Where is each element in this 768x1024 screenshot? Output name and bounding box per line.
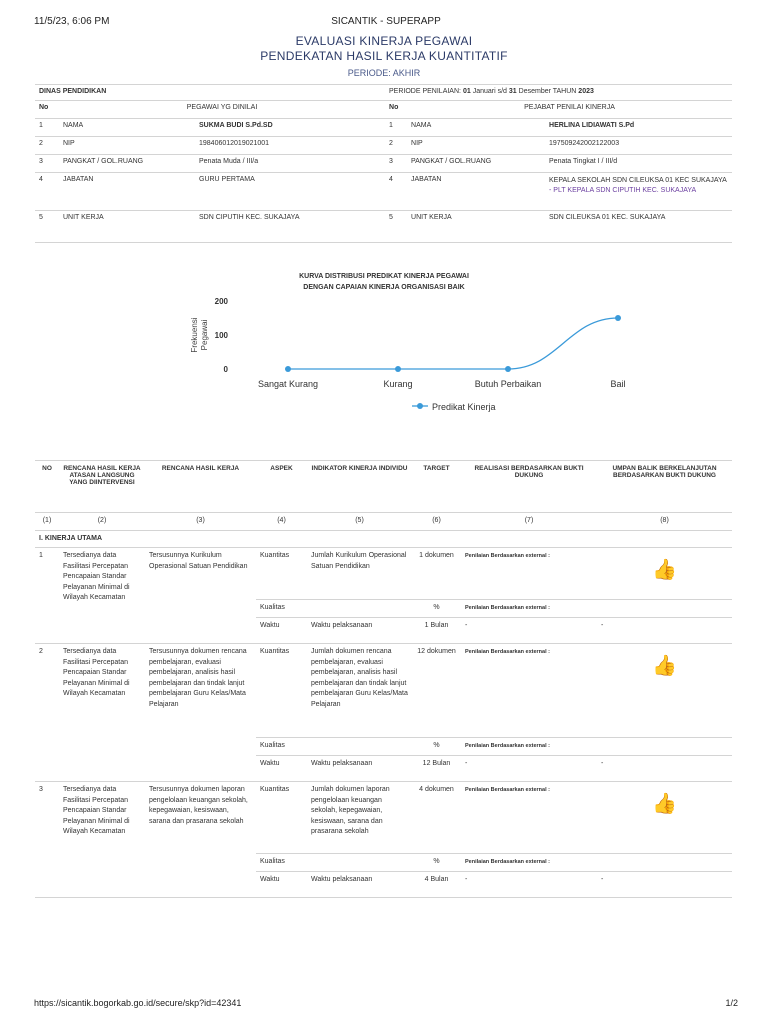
row-no: 5 bbox=[385, 211, 407, 231]
row-no: 2 bbox=[385, 137, 407, 155]
indikator-waktu: Waktu pelaksanaan bbox=[307, 756, 412, 782]
rhk: Tersusunnya Kurikulum Operasional Satuan Pendidikan bbox=[145, 548, 256, 644]
indikator-kualitas bbox=[307, 738, 412, 756]
realisasi-waktu: - bbox=[461, 872, 597, 898]
row-label: JABATAN bbox=[59, 173, 195, 211]
indikator-kualitas bbox=[307, 854, 412, 872]
skp-col-number-row bbox=[35, 513, 732, 531]
indikator-kuantitas: Jumlah Kurikulum Operasional Satuan Pendidikan bbox=[307, 548, 412, 600]
chart-x-ticks bbox=[258, 379, 626, 389]
umpan-balik-kualitas bbox=[597, 854, 732, 872]
chart-ylabel-line2: Pegawai bbox=[200, 319, 209, 351]
thumbs-up-icon[interactable]: 👍 bbox=[652, 559, 677, 581]
rhk-atasan: Tersedianya data Fasilitasi Percepatan Pencapaian Standar Pelayanan Minimal di Wilayah Kecamatan bbox=[59, 782, 145, 898]
umpan-balik-waktu: - bbox=[597, 756, 732, 782]
target-waktu: 1 Bulan bbox=[412, 618, 461, 644]
print-footer bbox=[34, 998, 738, 1010]
skp-row-kuantitas bbox=[35, 644, 732, 738]
info-row bbox=[35, 155, 732, 173]
item-no: 1 bbox=[35, 548, 59, 644]
info-row bbox=[35, 173, 732, 211]
skp-row-kuantitas bbox=[35, 782, 732, 854]
row-no: 1 bbox=[35, 119, 59, 137]
skp-col-realisasi: REALISASI BERDASARKAN BUKTI DUKUNG bbox=[461, 461, 597, 513]
rhk-atasan: Tersedianya data Fasilitasi Percepatan Pencapaian Standar Pelayanan Minimal di Wilayah Kecamatan bbox=[59, 548, 145, 644]
row-no: 4 bbox=[385, 173, 407, 211]
rhk-atasan: Tersedianya data Fasilitasi Percepatan Pencapaian Standar Pelayanan Minimal di Wilayah Kecamatan bbox=[59, 644, 145, 782]
chart-x-tick-label: Bail bbox=[610, 379, 626, 389]
chart-title-line2: DENGAN CAPAIAN KINERJA ORGANISASI BAIK bbox=[303, 284, 465, 291]
row-label: JABATAN bbox=[407, 173, 545, 211]
umpan-balik bbox=[597, 644, 732, 738]
umpan-balik-waktu: - bbox=[597, 618, 732, 644]
print-datetime: 11/5/23, 6:06 PM bbox=[34, 16, 110, 27]
chart-y-tick-label: 200 bbox=[214, 297, 228, 306]
col-number: (4) bbox=[256, 513, 307, 531]
skp-col-rhk-atasan: RENCANA HASIL KERJA ATASAN LANGSUNG YANG DIINTERVENSI bbox=[59, 461, 145, 513]
realisasi-kuantitas: Penilaian Berdasarkan external : bbox=[461, 548, 597, 600]
chart-y-tick-label: 100 bbox=[214, 331, 228, 340]
indikator-waktu: Waktu pelaksanaan bbox=[307, 618, 412, 644]
row-no: 5 bbox=[35, 211, 59, 231]
pejabat-jabatan: KEPALA SEKOLAH SDN CILEUKSA 01 KEC SUKAJAYA - PLT KEPALA SDN CIPUTIH KEC. SUKAJAYA bbox=[545, 173, 732, 211]
info-header-row bbox=[35, 85, 732, 101]
skp-col-aspek: ASPEK bbox=[256, 461, 307, 513]
chart-series-line bbox=[288, 318, 618, 369]
info-row bbox=[35, 137, 732, 155]
aspek-waktu: Waktu bbox=[256, 756, 307, 782]
document-periode: PERIODE: AKHIR bbox=[347, 68, 421, 78]
skp-row-kuantitas bbox=[35, 548, 732, 600]
item-no: 2 bbox=[35, 644, 59, 782]
realisasi-waktu: - bbox=[461, 618, 597, 644]
employee-info-table bbox=[35, 84, 732, 231]
target-kuantitas: 4 dokumen bbox=[412, 782, 461, 854]
pejabat-pangkat: Penata Tingkat I / III/d bbox=[545, 155, 732, 173]
pejabat-jabatan-plt: - PLT KEPALA SDN CIPUTIH KEC. SUKAJAYA bbox=[549, 187, 697, 194]
target-kuantitas: 12 dokumen bbox=[412, 644, 461, 738]
pegawai-jabatan: GURU PERTAMA bbox=[195, 173, 385, 211]
indikator-kualitas bbox=[307, 600, 412, 618]
col-number: (6) bbox=[412, 513, 461, 531]
pejabat-nip: 197509242002122003 bbox=[545, 137, 732, 155]
row-no: 3 bbox=[385, 155, 407, 173]
row-label: PANGKAT / GOL.RUANG bbox=[407, 155, 545, 173]
distribution-chart bbox=[35, 242, 732, 459]
pejabat-nama: HERLINA LIDIAWATI S.Pd bbox=[545, 119, 732, 137]
realisasi-kualitas: Penilaian Berdasarkan external : bbox=[461, 600, 597, 618]
col-number: (1) bbox=[35, 513, 59, 531]
chart-points bbox=[285, 315, 621, 372]
col-no: No bbox=[35, 101, 59, 119]
pejabat-unit-kerja: SDN CILEUKSA 01 KEC. SUKAJAYA bbox=[545, 211, 732, 231]
umpan-balik bbox=[597, 782, 732, 854]
skp-header-row bbox=[35, 461, 732, 513]
item-no: 3 bbox=[35, 782, 59, 898]
row-no: 1 bbox=[385, 119, 407, 137]
umpan-balik bbox=[597, 548, 732, 600]
row-no: 2 bbox=[35, 137, 59, 155]
chart-point[interactable] bbox=[615, 315, 621, 321]
skp-col-target: TARGET bbox=[412, 461, 461, 513]
row-label: PANGKAT / GOL.RUANG bbox=[59, 155, 195, 173]
indikator-kuantitas: Jumlah dokumen rencana pembelajaran, evaluasi pembelajaran, analisis hasil pembelajaran dan tindak lanjut pembelajaran Guru Kelas/Mata Pelajaran bbox=[307, 644, 412, 738]
info-row bbox=[35, 119, 732, 137]
row-label: NAMA bbox=[407, 119, 545, 137]
skp-col-no: NO bbox=[35, 461, 59, 513]
instansi-name: DINAS PENDIDIKAN bbox=[35, 85, 385, 101]
rhk: Tersusunnya dokumen rencana pembelajaran, evaluasi pembelajaran, analisis hasil pembelajaran dan tindak lanjut pembelajaran Guru Kelas/Mata Pelajaran bbox=[145, 644, 256, 782]
print-page-number: 1/2 bbox=[725, 998, 738, 1008]
section-title: I. KINERJA UTAMA bbox=[35, 530, 732, 548]
row-label: NIP bbox=[59, 137, 195, 155]
col-pejabat: PEJABAT PENILAI KINERJA bbox=[407, 101, 732, 119]
info-column-header-row bbox=[35, 101, 732, 119]
target-waktu: 12 Bulan bbox=[412, 756, 461, 782]
col-pegawai: PEGAWAI YG DINILAI bbox=[59, 101, 385, 119]
aspek-kualitas: Kualitas bbox=[256, 738, 307, 756]
row-label: UNIT KERJA bbox=[59, 211, 195, 231]
document-title-line1: EVALUASI KINERJA PEGAWAI bbox=[295, 34, 473, 48]
pegawai-unit-kerja: SDN CIPUTIH KEC. SUKAJAYA bbox=[195, 211, 385, 231]
skp-col-rhk: RENCANA HASIL KERJA bbox=[145, 461, 256, 513]
row-label: NIP bbox=[407, 137, 545, 155]
row-no: 3 bbox=[35, 155, 59, 173]
chart-point[interactable] bbox=[285, 366, 291, 372]
rhk: Tersusunnya dokumen laporan pengelolaan keuangan sekolah, kepegawaian, kesiswaan, sarana dan prasarana sekolah bbox=[145, 782, 256, 898]
legend-label: Predikat Kinerja bbox=[432, 402, 496, 412]
umpan-balik-kualitas bbox=[597, 738, 732, 756]
legend-marker bbox=[417, 403, 423, 409]
realisasi-kuantitas: Penilaian Berdasarkan external : bbox=[461, 782, 597, 854]
chart-point[interactable] bbox=[505, 366, 511, 372]
skp-col-umpan-balik: UMPAN BALIK BERKELANJUTAN BERDASARKAN BUKTI DUKUNG bbox=[597, 461, 732, 513]
chart-y-tick-label: 0 bbox=[223, 365, 228, 374]
pegawai-pangkat: Penata Muda / III/a bbox=[195, 155, 385, 173]
row-label: UNIT KERJA bbox=[407, 211, 545, 231]
aspek-kualitas: Kualitas bbox=[256, 854, 307, 872]
chart-title-line1: KURVA DISTRIBUSI PREDIKAT KINERJA PEGAWAI bbox=[299, 273, 469, 280]
chart-point[interactable] bbox=[395, 366, 401, 372]
chart-y-ticks bbox=[215, 297, 229, 374]
realisasi-kualitas: Penilaian Berdasarkan external : bbox=[461, 738, 597, 756]
realisasi-waktu: - bbox=[461, 756, 597, 782]
print-url[interactable]: https://sicantik.bogorkab.go.id/secure/skp?id=42341 bbox=[34, 998, 242, 1008]
target-kualitas: % bbox=[412, 854, 461, 872]
chart-legend[interactable] bbox=[412, 402, 496, 412]
realisasi-kualitas: Penilaian Berdasarkan external : bbox=[461, 854, 597, 872]
target-kualitas: % bbox=[412, 738, 461, 756]
distribution-chart-svg bbox=[35, 243, 732, 459]
target-kualitas: % bbox=[412, 600, 461, 618]
aspek-kuantitas: Kuantitas bbox=[256, 782, 307, 854]
chart-ylabel-line1: Frekuensi bbox=[190, 317, 199, 353]
info-row bbox=[35, 211, 732, 231]
col-number: (5) bbox=[307, 513, 412, 531]
skp-table bbox=[35, 460, 732, 898]
target-waktu: 4 Bulan bbox=[412, 872, 461, 898]
col-number: (7) bbox=[461, 513, 597, 531]
row-no: 4 bbox=[35, 173, 59, 211]
umpan-balik-kualitas bbox=[597, 600, 732, 618]
col-number: (3) bbox=[145, 513, 256, 531]
periode-penilaian: PERIODE PENILAIAN: 01 Januari s/d 31 Desember TAHUN 2023 bbox=[385, 85, 732, 101]
chart-x-tick-label: Kurang bbox=[383, 379, 413, 389]
aspek-kuantitas: Kuantitas bbox=[256, 644, 307, 738]
aspek-waktu: Waktu bbox=[256, 618, 307, 644]
print-site-title: SICANTIK - SUPERAPP bbox=[331, 16, 441, 27]
section-row bbox=[35, 530, 732, 548]
pegawai-nama: SUKMA BUDI S.Pd.SD bbox=[195, 119, 385, 137]
thumbs-up-icon[interactable]: 👍 bbox=[652, 655, 677, 677]
indikator-kuantitas: Jumlah dokumen laporan pengelolaan keuangan sekolah, kepegawaian, kesiswaan, sarana dan prasarana sekolah bbox=[307, 782, 412, 854]
thumbs-up-icon[interactable]: 👍 bbox=[652, 793, 677, 815]
chart-x-tick-label: Sangat Kurang bbox=[257, 379, 319, 389]
skp-col-indikator: INDIKATOR KINERJA INDIVIDU bbox=[307, 461, 412, 513]
row-label: NAMA bbox=[59, 119, 195, 137]
chart-x-tick-label: Butuh Perbaikan bbox=[474, 379, 542, 389]
aspek-waktu: Waktu bbox=[256, 872, 307, 898]
aspek-kuantitas: Kuantitas bbox=[256, 548, 307, 600]
target-kuantitas: 1 dokumen bbox=[412, 548, 461, 600]
aspek-kualitas: Kualitas bbox=[256, 600, 307, 618]
document-title bbox=[0, 34, 768, 64]
document-title-line2: PENDEKATAN HASIL KERJA KUANTITATIF bbox=[260, 49, 508, 63]
col-number: (8) bbox=[597, 513, 732, 531]
indikator-waktu: Waktu pelaksanaan bbox=[307, 872, 412, 898]
print-header bbox=[34, 16, 738, 30]
col-no-2: No bbox=[385, 101, 407, 119]
umpan-balik-waktu: - bbox=[597, 872, 732, 898]
pegawai-nip: 198406012019021001 bbox=[195, 137, 385, 155]
col-number: (2) bbox=[59, 513, 145, 531]
realisasi-kuantitas: Penilaian Berdasarkan external : bbox=[461, 644, 597, 738]
